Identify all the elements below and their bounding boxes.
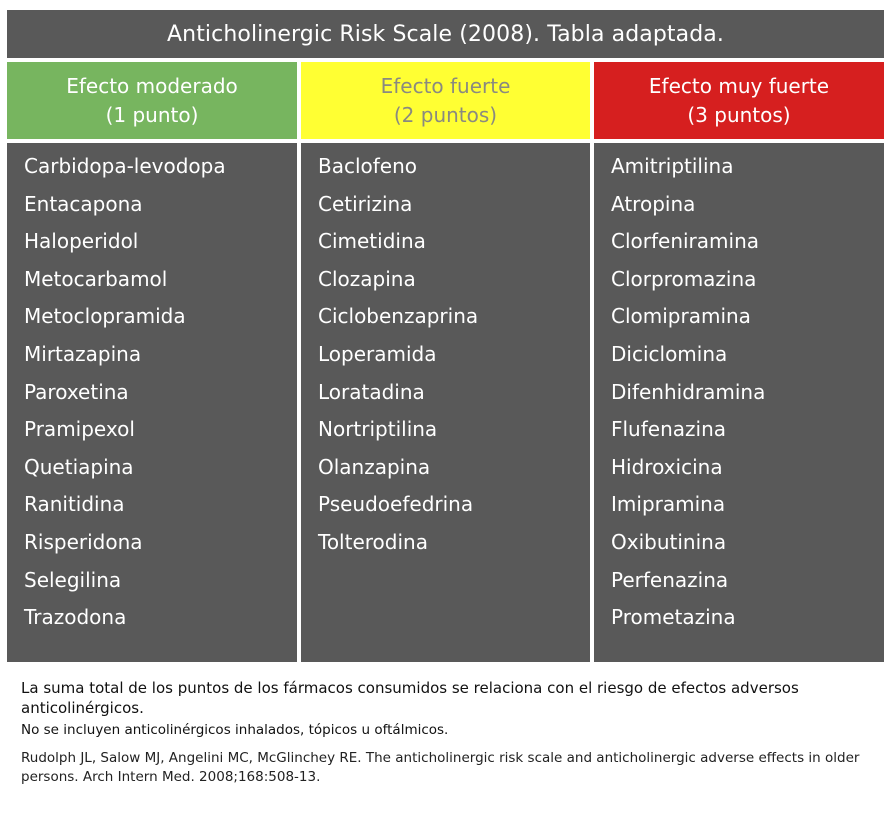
drug-item: Clozapina: [318, 266, 416, 291]
drug-item: Difenhidramina: [611, 379, 766, 404]
table-header-row: [7, 62, 884, 139]
very-strong-drug-cell: [594, 143, 884, 662]
scoring-note: La suma total de los puntos de los fármacos consumidos se relaciona con el riesgo de efectos adversos anticolinérgicos.: [21, 679, 799, 717]
drug-item: Quetiapina: [24, 454, 134, 479]
header-moderate-effect: [7, 62, 297, 139]
drug-item: Diciclomina: [611, 341, 728, 366]
drug-item: Flufenazina: [611, 417, 726, 442]
drug-item: Amitriptilina: [611, 154, 734, 178]
drug-item: Prometazina: [611, 605, 736, 630]
drug-item: Oxibutinina: [611, 529, 727, 554]
drug-item: Clorpromazina: [611, 266, 757, 291]
drug-item: Mirtazapina: [24, 341, 142, 366]
drug-item: Ranitidina: [24, 492, 125, 517]
drug-item: Tolterodina: [318, 529, 428, 554]
moderate-drug-list: [7, 143, 297, 641]
very-strong-drug-list: [594, 143, 884, 641]
header-strong-points: (2 puntos): [393, 102, 498, 127]
drug-item: Perfenazina: [611, 567, 729, 592]
drug-item: Cetirizina: [318, 191, 413, 216]
header-very-strong-label: Efecto muy fuerte: [648, 73, 830, 98]
drug-item: Paroxetina: [24, 379, 129, 404]
drug-item: Clomipramina: [611, 304, 751, 329]
drug-item: Baclofeno: [318, 154, 418, 178]
drug-item: Pseudoefedrina: [318, 492, 474, 517]
drug-item: Carbidopa-levodopa: [24, 154, 226, 178]
footnotes: [21, 678, 881, 787]
strong-drug-list: [301, 143, 590, 566]
drug-item: Haloperidol: [24, 229, 139, 254]
drug-item: Imipramina: [611, 492, 726, 517]
header-very-strong-points: (3 puntos): [687, 102, 791, 127]
drug-item: Trazodona: [24, 605, 127, 630]
drug-item: Entacapona: [24, 191, 143, 216]
drug-item: Nortriptilina: [318, 417, 438, 442]
drug-item: Pramipexol: [24, 417, 135, 442]
exclusion-note: No se incluyen anticolinérgicos inhalados, tópicos u oftálmicos.: [21, 722, 449, 738]
reference-citation: Rudolph JL, Salow MJ, Angelini MC, McGlinchey RE. The anticholinergic risk scale and anticholinergic adverse effects in older persons. Arch Intern Med. 2008;168:508-13.: [21, 750, 860, 785]
drug-item: Ciclobenzaprina: [318, 304, 479, 329]
table-title: Anticholinergic Risk Scale (2008). Tabla adaptada.: [7, 10, 884, 58]
drug-item: Cimetidina: [318, 229, 426, 254]
table-body-row: [7, 143, 884, 662]
moderate-drug-cell: [7, 143, 297, 662]
header-strong-effect: [301, 62, 590, 139]
anticholinergic-risk-table: [7, 10, 884, 662]
drug-item: Metocarbamol: [24, 266, 168, 291]
drug-item: Risperidona: [24, 529, 143, 554]
drug-item: Olanzapina: [318, 454, 431, 479]
header-moderate-label: Efecto moderado: [66, 73, 238, 98]
strong-drug-cell: [301, 143, 590, 662]
drug-item: Metoclopramida: [24, 304, 186, 329]
drug-item: Hidroxicina: [611, 454, 723, 479]
header-very-strong-effect: [594, 62, 884, 139]
drug-item: Selegilina: [24, 567, 122, 592]
drug-item: Clorfeniramina: [611, 229, 760, 254]
header-strong-label: Efecto fuerte: [380, 73, 511, 98]
drug-item: Atropina: [611, 191, 696, 216]
header-moderate-points: (1 punto): [105, 102, 199, 127]
drug-item: Loratadina: [318, 379, 425, 404]
drug-item: Loperamida: [318, 341, 437, 366]
